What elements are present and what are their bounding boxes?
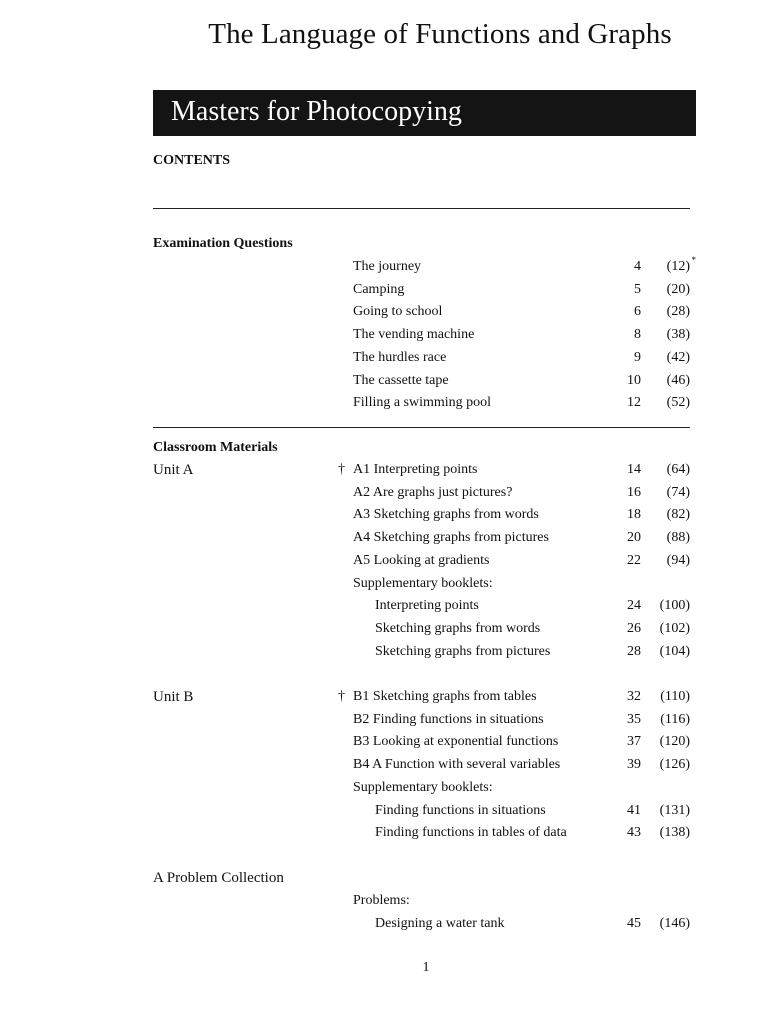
entry-reference bbox=[660, 689, 690, 705]
toc-entry bbox=[338, 689, 690, 711]
entry-reference bbox=[667, 462, 690, 478]
toc-entry bbox=[338, 327, 690, 349]
entry-label: Sketching graphs from words bbox=[375, 620, 541, 636]
entry-label: B2 Finding functions in situations bbox=[353, 711, 544, 727]
entry-label: A1 Interpreting points bbox=[353, 462, 478, 477]
toc-entry bbox=[338, 734, 690, 756]
entry-label: B1 Sketching graphs from tables bbox=[353, 689, 537, 704]
reference-text: (131) bbox=[659, 802, 690, 818]
entry-reference bbox=[667, 553, 690, 569]
toc-entry bbox=[338, 803, 690, 825]
reference-text: (104) bbox=[659, 643, 690, 659]
toc-entry bbox=[338, 825, 690, 847]
toc-entry bbox=[338, 282, 690, 304]
entry-reference bbox=[660, 757, 690, 773]
entry-label: Going to school bbox=[353, 304, 443, 320]
dagger-mark: † bbox=[338, 689, 345, 704]
reference-text: (42) bbox=[666, 349, 690, 365]
classroom-heading: Classroom Materials bbox=[153, 440, 278, 455]
page-number: 1 bbox=[422, 960, 430, 975]
toc-entry bbox=[338, 621, 690, 643]
entry-label: Finding functions in situations bbox=[375, 802, 546, 818]
entry-page: 8 bbox=[634, 327, 641, 343]
entry-label: Filling a swimming pool bbox=[353, 395, 492, 411]
entry-page: 35 bbox=[627, 711, 641, 727]
entry-label: Interpreting points bbox=[375, 598, 479, 614]
entry-label: Finding functions in tables of data bbox=[375, 825, 567, 841]
entry-reference bbox=[667, 304, 690, 320]
reference-text: (102) bbox=[659, 620, 690, 636]
reference-text: (120) bbox=[659, 734, 690, 750]
reference-text: (46) bbox=[666, 372, 690, 388]
toc-entry bbox=[338, 780, 690, 802]
reference-text: (88) bbox=[666, 530, 690, 546]
entry-page: 20 bbox=[627, 530, 641, 546]
entry-page: 28 bbox=[627, 643, 641, 659]
reference-text: (146) bbox=[659, 916, 690, 931]
entry-page: 39 bbox=[627, 757, 641, 773]
reference-text: (12) bbox=[666, 259, 690, 274]
entry-label: Supplementary booklets: bbox=[353, 779, 493, 795]
reference-text: (38) bbox=[666, 327, 690, 343]
entry-page: 10 bbox=[627, 372, 641, 388]
divider-top bbox=[153, 208, 690, 209]
entry-label: A3 Sketching graphs from words bbox=[353, 507, 539, 523]
entry-label: Supplementary booklets: bbox=[353, 575, 493, 591]
toc-entry bbox=[338, 350, 690, 372]
examination-heading: Examination Questions bbox=[153, 236, 293, 251]
toc-entry bbox=[338, 462, 690, 484]
entry-reference bbox=[667, 485, 690, 501]
reference-text: (74) bbox=[666, 484, 690, 500]
toc-entry bbox=[338, 373, 690, 395]
entry-page: 24 bbox=[627, 598, 641, 614]
entry-reference bbox=[660, 598, 690, 614]
reference-text: (116) bbox=[660, 711, 690, 727]
entry-page: 6 bbox=[634, 304, 641, 320]
reference-text: (126) bbox=[659, 757, 690, 773]
entry-reference bbox=[667, 282, 690, 298]
entry-reference bbox=[667, 395, 690, 411]
entry-page: 41 bbox=[627, 802, 641, 818]
toc-entry bbox=[338, 757, 690, 779]
entry-reference bbox=[666, 255, 696, 275]
entry-reference bbox=[667, 373, 690, 389]
toc-entry bbox=[338, 553, 690, 575]
entry-page: 43 bbox=[627, 825, 641, 841]
toc-entry bbox=[338, 598, 690, 620]
footnote-mark: * bbox=[691, 255, 696, 265]
unit-a-label: Unit A bbox=[153, 462, 194, 478]
entry-page: 26 bbox=[627, 620, 641, 636]
entry-reference bbox=[667, 507, 690, 523]
entry-reference bbox=[660, 734, 690, 750]
reference-text: (20) bbox=[666, 281, 690, 297]
toc-entry bbox=[338, 304, 690, 326]
entry-page: 22 bbox=[627, 552, 641, 568]
entry-label: B4 A Function with several variables bbox=[353, 757, 561, 773]
entry-reference bbox=[660, 825, 690, 841]
entry-label: Problems: bbox=[353, 893, 410, 908]
entry-page: 5 bbox=[634, 281, 641, 297]
entry-label: The vending machine bbox=[353, 327, 475, 343]
reference-text: (138) bbox=[659, 825, 690, 841]
entry-page: 4 bbox=[634, 259, 641, 274]
entry-reference bbox=[667, 350, 690, 366]
toc-entry bbox=[338, 507, 690, 529]
document-title: The Language of Functions and Graphs bbox=[208, 18, 672, 50]
entry-page: 18 bbox=[627, 507, 641, 523]
divider-middle bbox=[153, 427, 690, 428]
problem-collection-label: A Problem Collection bbox=[153, 870, 284, 886]
reference-text: (94) bbox=[666, 552, 690, 568]
entry-reference bbox=[667, 530, 690, 546]
entry-reference bbox=[660, 644, 690, 660]
toc-entry bbox=[338, 485, 690, 507]
entry-label: The journey bbox=[353, 259, 422, 274]
entry-label: The hurdles race bbox=[353, 349, 447, 365]
toc-entry bbox=[338, 530, 690, 552]
entry-label: Designing a water tank bbox=[375, 916, 505, 931]
entry-page: 12 bbox=[627, 395, 641, 411]
entry-reference bbox=[660, 712, 690, 728]
reference-text: (110) bbox=[660, 689, 690, 704]
entry-page: 37 bbox=[627, 734, 641, 750]
banner-heading: Masters for Photocopying bbox=[153, 90, 696, 136]
toc-entry bbox=[338, 576, 690, 598]
entry-label: B3 Looking at exponential functions bbox=[353, 734, 559, 750]
entry-page: 32 bbox=[627, 689, 641, 704]
entry-reference bbox=[660, 916, 690, 932]
toc-entry bbox=[338, 255, 696, 281]
reference-text: (52) bbox=[666, 395, 690, 411]
reference-text: (82) bbox=[666, 507, 690, 523]
entry-page: 45 bbox=[627, 916, 641, 931]
reference-text: (28) bbox=[666, 304, 690, 320]
toc-entry bbox=[338, 916, 690, 938]
entry-label: Sketching graphs from pictures bbox=[375, 643, 551, 659]
entry-reference bbox=[660, 621, 690, 637]
entry-page: 16 bbox=[627, 484, 641, 500]
entry-page: 9 bbox=[634, 349, 641, 365]
toc-entry bbox=[338, 395, 690, 417]
toc-entry bbox=[338, 712, 690, 734]
entry-reference bbox=[667, 327, 690, 343]
entry-page: 14 bbox=[627, 462, 641, 477]
entry-label: A4 Sketching graphs from pictures bbox=[353, 530, 549, 546]
toc-entry bbox=[338, 893, 690, 915]
contents-heading: CONTENTS bbox=[153, 153, 231, 168]
reference-text: (100) bbox=[659, 598, 690, 614]
reference-text: (64) bbox=[666, 462, 690, 477]
toc-entry bbox=[338, 644, 690, 666]
dagger-mark: † bbox=[338, 462, 345, 477]
entry-reference bbox=[660, 803, 690, 819]
entry-label: The cassette tape bbox=[353, 372, 449, 388]
unit-b-label: Unit B bbox=[153, 689, 194, 705]
entry-label: A2 Are graphs just pictures? bbox=[353, 484, 513, 500]
entry-label: A5 Looking at gradients bbox=[353, 552, 490, 568]
entry-label: Camping bbox=[353, 281, 405, 297]
